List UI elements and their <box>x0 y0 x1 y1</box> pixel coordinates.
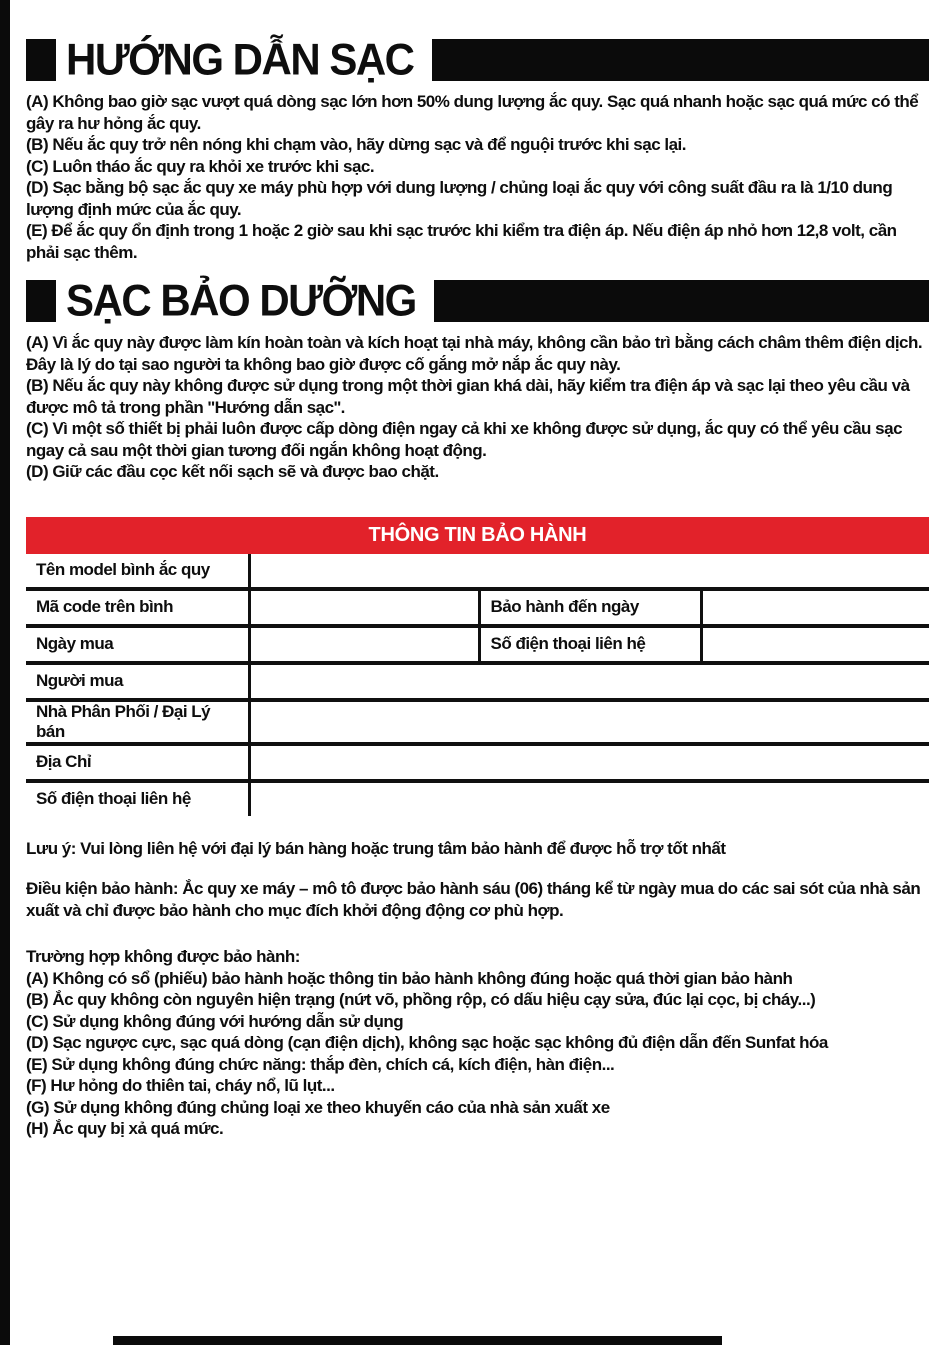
warranty-info-section <box>26 517 929 816</box>
maintenance-item-a: (A) Vì ắc quy này được làm kín hoàn toàn và kích hoạt tại nhà máy, không cần bảo trì bằng cách châm thêm điện dịch. Đây là lý do tại sao người ta không bao giờ được cố gắng mở nắp ắc quy này. <box>26 333 923 374</box>
exclusion-item-d: (D) Sạc ngược cực, sạc quá dòng (cạn điện dịch), không sạc hoặc sạc không đủ điện dẫn đến Sunfat hóa <box>26 1033 828 1052</box>
row-label: Nhà Phân Phối / Đại Lý bán <box>26 700 249 744</box>
table-row <box>26 626 929 663</box>
charging-section-title: HƯỚNG DẪN SẠC <box>66 34 414 85</box>
maintenance-section-title: SẠC BẢO DƯỠNG <box>66 275 416 326</box>
exclusion-item-f: (F) Hư hỏng do thiên tai, cháy nổ, lũ lụt... <box>26 1076 335 1095</box>
maintenance-section-header <box>26 277 929 325</box>
exclusion-item-b: (B) Ắc quy không còn nguyên hiện trạng (nứt võ, phồng rộp, có dấu hiệu cạy sửa, đúc lại cọc, bị cháy...) <box>26 990 816 1009</box>
exclusion-item-c: (C) Sử dụng không đúng với hướng dẫn sử dụng <box>26 1011 404 1031</box>
row-label: Ngày mua <box>26 626 249 663</box>
maintenance-item-b: (B) Nếu ắc quy này không được sử dụng trong một thời gian khá dài, hãy kiểm tra điện áp và sạc lại theo yêu cầu và được mô tả trong phần ''Hướng dẫn sạc''. <box>26 376 910 417</box>
row-label: Bảo hành đến ngày <box>479 589 701 626</box>
charging-item-d: (D) Sạc bằng bộ sạc ắc quy xe máy phù hợp với dung lượng / chủng loại ắc quy với công suất đầu ra là 1/10 dung lượng định mức của ắc quy. <box>26 178 893 219</box>
exclusion-item-e: (E) Sử dụng không đúng chức năng: thắp đèn, chích cá, kích điện, hàn điện... <box>26 1054 615 1074</box>
charging-item-b: (B) Nếu ắc quy trở nên nóng khi chạm vào, hãy dừng sạc và để nguội trước khi sạc lại. <box>26 135 687 154</box>
row-label: Địa Chỉ <box>26 744 249 781</box>
row-label: Tên model bình ắc quy <box>26 554 249 589</box>
charging-instructions <box>26 91 929 263</box>
row-value-blank <box>249 626 479 663</box>
title-rule-bar <box>434 280 929 322</box>
table-row <box>26 554 929 589</box>
table-row <box>26 663 929 700</box>
row-value-blank <box>249 589 479 626</box>
row-value-blank <box>701 626 929 663</box>
charging-item-e: (E) Để ắc quy ổn định trong 1 hoặc 2 giờ sau khi sạc trước khi kiểm tra điện áp. Nếu điện áp nhỏ hơn 12,8 volt, cần phải sạc thêm. <box>26 221 897 262</box>
row-value-blank <box>249 663 929 700</box>
left-edge-trim-bar <box>0 0 10 1345</box>
square-bullet-icon <box>26 39 56 81</box>
maintenance-item-c: (C) Vì một số thiết bị phải luôn được cấp dòng điện ngay cả khi xe không được sử dụng, ắc quy có thể yêu cầu sạc ngay cả sau một thời gian tương đối ngắn không hoạt động. <box>26 419 903 460</box>
table-row <box>26 781 929 816</box>
title-rule-bar <box>432 39 929 81</box>
maintenance-item-d: (D) Giữ các đầu cọc kết nối sạch sẽ và được bao chặt. <box>26 462 439 481</box>
maintenance-instructions <box>26 332 929 483</box>
table-row <box>26 700 929 744</box>
charging-section-header <box>26 36 929 84</box>
row-value-blank <box>701 589 929 626</box>
row-value-blank <box>249 781 929 816</box>
table-row <box>26 589 929 626</box>
row-label: Số điện thoại liên hệ <box>479 626 701 663</box>
exclusion-item-g: (G) Sử dụng không đúng chủng loại xe theo khuyến cáo của nhà sản xuất xe <box>26 1097 610 1117</box>
bottom-page-cut-bar <box>113 1336 722 1345</box>
row-label: Mã code trên bình <box>26 589 249 626</box>
row-label: Người mua <box>26 663 249 700</box>
row-value-blank <box>249 554 929 589</box>
row-value-blank <box>249 700 929 744</box>
row-label: Số điện thoại liên hệ <box>26 781 249 816</box>
charging-item-a: (A) Không bao giờ sạc vượt quá dòng sạc lớn hơn 50% dung lượng ắc quy. Sạc quá nhanh hoặc sạc quá mức có thể gây ra hư hỏng ắc quy. <box>26 92 919 133</box>
warranty-table <box>26 554 929 816</box>
warranty-table-title: THÔNG TIN BẢO HÀNH <box>26 517 929 554</box>
table-row <box>26 744 929 781</box>
row-value-blank <box>249 744 929 781</box>
warranty-exclusions <box>26 946 929 1140</box>
warranty-conditions-note: Điều kiện bảo hành: Ắc quy xe máy – mô tô được bảo hành sáu (06) tháng kể từ ngày mua do các sai sót của nhà sản xuất và chỉ được bảo hành cho mục đích khởi động động cơ phù hợp. <box>26 879 921 920</box>
exclusion-item-a: (A) Không có sổ (phiếu) bảo hành hoặc thông tin bảo hành không đúng hoặc quá thời gian bảo hành <box>26 968 793 988</box>
support-note: Lưu ý: Vui lòng liên hệ với đại lý bán hàng hoặc trung tâm bảo hành để được hỗ trợ tốt nhất <box>26 838 726 858</box>
exclusion-item-h: (H) Ắc quy bị xả quá mức. <box>26 1119 224 1138</box>
charging-item-c: (C) Luôn tháo ắc quy ra khỏi xe trước khi sạc. <box>26 156 375 176</box>
square-bullet-icon <box>26 280 56 322</box>
exclusions-title: Trường hợp không được bảo hành: <box>26 947 300 966</box>
